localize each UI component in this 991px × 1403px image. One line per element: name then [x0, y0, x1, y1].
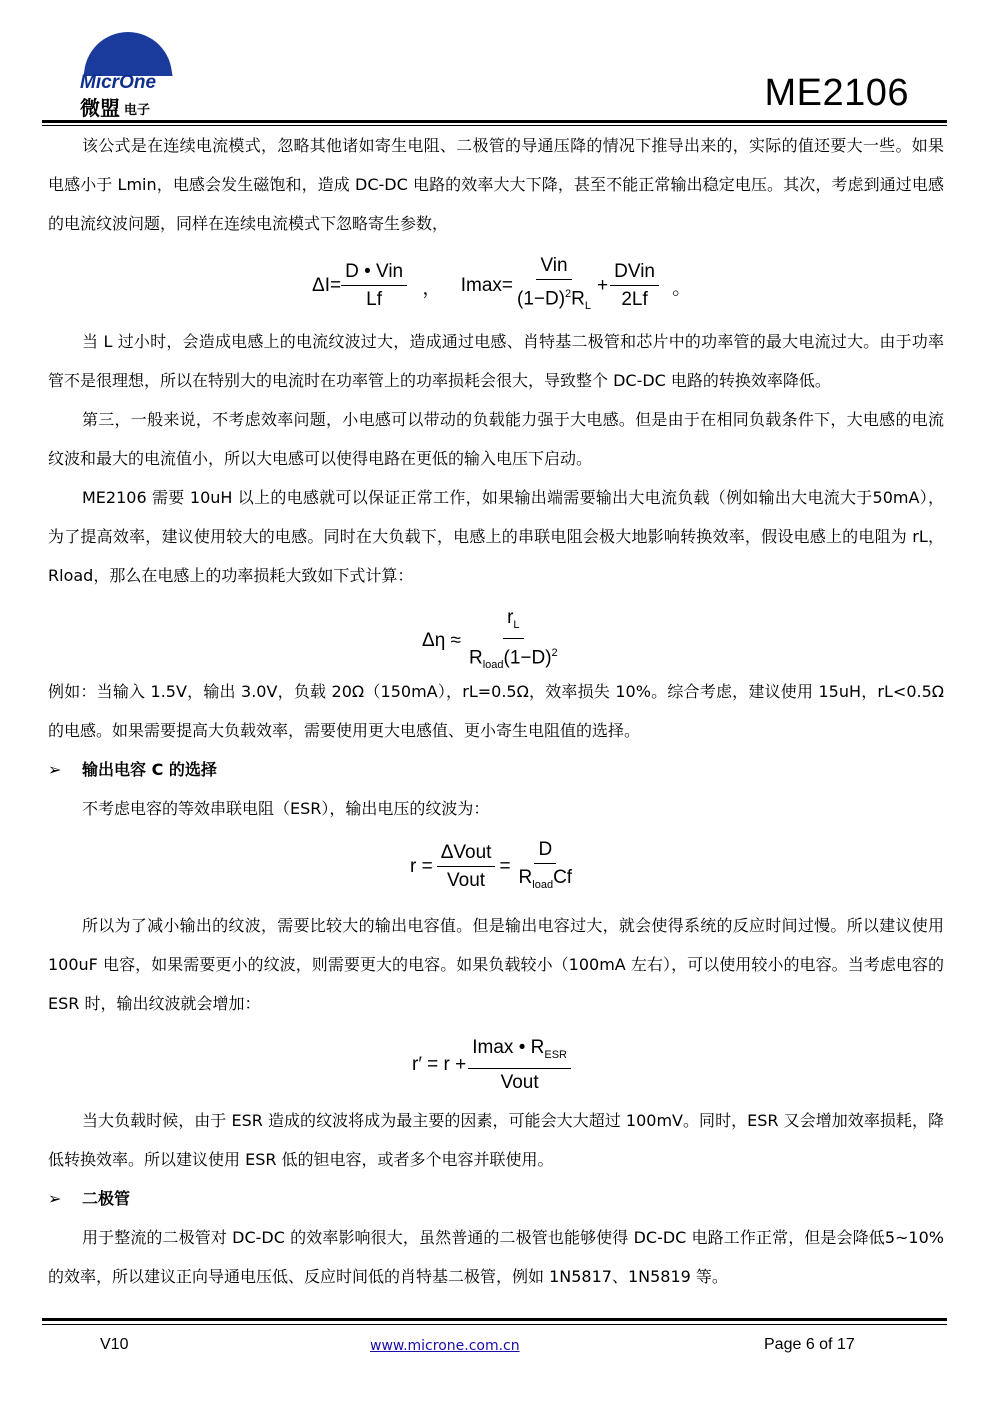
fraction-numerator: D	[534, 838, 556, 864]
formula-lhs: ΔI=	[312, 275, 342, 297]
fraction-numerator	[468, 1036, 571, 1069]
formula-end-mark: 。	[672, 277, 692, 299]
subscript: load	[532, 878, 554, 891]
footer-rule-thick	[42, 1318, 947, 1321]
den-part: (1−D)	[517, 288, 566, 310]
fraction-numerator: D • Vin	[341, 260, 407, 286]
den-part: R	[571, 288, 585, 310]
fraction	[468, 1036, 571, 1095]
footer-version: V10	[100, 1336, 129, 1353]
formula-lhs-imax: Imax=	[460, 275, 513, 297]
fraction-denominator: Vout	[500, 1071, 539, 1093]
footer-page-number: Page 6 of 17	[764, 1336, 855, 1353]
formula-lhs: Δη ≈	[422, 630, 461, 652]
fraction	[610, 260, 659, 312]
paragraph-text: 所以为了减小输出的纹波，需要比较大的输出电容值。但是输出电容过大，就会使得系统的反应时间过慢。所以建议使用 100uF 电容，如果需要更小的纹波，则需要更大的电容。如果负载较小（100mA 左右），可以使用较小的电容。当考虑电容的 ESR 时，输出纹波就会增加：	[48, 916, 944, 1013]
exponent: 2	[551, 646, 558, 659]
formula-separator: ，	[422, 277, 442, 299]
fraction-denominator	[515, 864, 577, 897]
den-part: R	[518, 867, 533, 888]
logo-text-cn: 微盟	[80, 96, 120, 120]
num-part: r	[507, 607, 514, 628]
fraction-denominator: Vout	[447, 870, 486, 892]
formula-ripple-current	[312, 254, 691, 318]
den-part: Cf	[553, 867, 573, 888]
paragraph-text: 不考虑电容的等效串联电阻（ESR），输出电压的纹波为：	[82, 799, 490, 818]
arrow-bullet-icon: ➢	[48, 1189, 62, 1208]
paragraph-text: ME2106 需要 10uH 以上的电感就可以保证正常工作，如果输出端需要输出大电流负载（例如输出大电流大于50mA），为了提高效率，建议使用较大的电感。同时在大负载下，电感上的串联电阻会极大地影响转换效率，假设电感上的电阻为 rL，Rload，那么在电感上的功率损耗大致如下式计算：	[48, 488, 944, 585]
fraction	[513, 254, 595, 318]
fraction-numerator: ΔVout	[437, 841, 496, 867]
heading-text: 输出电容 C 的选择	[82, 760, 217, 779]
num-part: Imax • R	[472, 1037, 545, 1058]
fraction-denominator: 2Lf	[621, 289, 648, 311]
den-part: R	[468, 647, 483, 669]
fraction	[515, 838, 577, 897]
paragraph-text: 用于整流的二极管对 DC-DC 的效率影响很大，虽然普通的二极管也能够使得 DC-DC 电路工作正常，但是会降低5~10%的效率，所以建议正向导通电压低、反应时间低的肖特基二极管，例如 1N5817、1N5819 等。	[48, 1228, 944, 1286]
section-heading-diode	[48, 1187, 130, 1211]
formula-efficiency-loss	[422, 606, 562, 677]
paragraph-esr-effect	[48, 1101, 944, 1179]
fraction-numerator: Vin	[536, 254, 571, 280]
logo-text-en: MicrOne	[80, 72, 157, 93]
den-part: (1−D)	[503, 647, 552, 669]
paragraph-inductor-formula-intro	[48, 126, 944, 243]
paragraph-ripple-intro	[48, 789, 944, 828]
heading-text: 二极管	[82, 1189, 131, 1208]
document-title: ME2106	[764, 72, 909, 114]
formula-ripple-with-esr	[412, 1036, 571, 1095]
arrow-bullet-icon: ➢	[48, 760, 62, 779]
exponent: 2	[565, 288, 572, 300]
formula-lhs: r =	[410, 856, 433, 878]
fraction-numerator	[503, 606, 523, 639]
paragraph-text: 当 L 过小时，会造成电感上的电流纹波过大，造成通过电感、肖特基二极管和芯片中的功率管的最大电流过大。由于功率管不是很理想，所以在特别大的电流时在功率管上的功率损耗会很大，导致整个 DC-DC 电路的转换效率降低。	[48, 332, 944, 390]
formula-lhs: r′ = r +	[412, 1054, 467, 1076]
subscript: L	[584, 300, 592, 313]
footer-website-link[interactable]: www.microne.com.cn	[370, 1338, 520, 1354]
section-heading-output-capacitor	[48, 758, 217, 782]
paragraph-example	[48, 672, 944, 750]
fraction	[465, 606, 562, 677]
fraction-denominator	[513, 280, 595, 318]
paragraph-text: 例如：当输入 1.5V，输出 3.0V，负载 20Ω（150mA），rL=0.5Ω，效率损失 10%。综合考虑，建议使用 15uH，rL<0.5Ω 的电感。如果需要提高大负载效率，需要使用更大电感值、更小寄生电阻值的选择。	[48, 682, 944, 740]
paragraph-capacitor-choice	[48, 906, 944, 1023]
formula-output-ripple	[410, 838, 576, 897]
subscript: load	[482, 658, 504, 671]
subscript: L	[513, 618, 520, 631]
paragraph-text: 该公式是在连续电流模式，忽略其他诸如寄生电阻、二极管的导通压降的情况下推导出来的，实际的值还要大一些。如果电感小于 Lmin，电感会发生磁饱和，造成 DC-DC 电路的效率大大下降，甚至不能正常输出稳定电压。其次，考虑到通过电感的电流纹波问题，同样在连续电流模式下忽略寄生参数，	[48, 136, 944, 233]
microne-logo	[78, 28, 178, 118]
fraction	[437, 841, 496, 893]
fraction	[341, 260, 407, 312]
plus-sign: +	[597, 275, 609, 297]
paragraph-text: 当大负载时候，由于 ESR 造成的纹波将成为最主要的因素，可能会大大超过 100mV。同时，ESR 又会增加效率损耗，降低转换效率。所以建议使用 ESR 低的钽电容，或者多个电容并联使用。	[48, 1111, 944, 1169]
paragraph-text: 第三，一般来说，不考虑效率问题，小电感可以带动的负载能力强于大电感。但是由于在相同负载条件下，大电感的电流纹波和最大的电流值小，所以大电感可以使得电路在更低的输入电压下启动。	[48, 410, 944, 468]
fraction-numerator: DVin	[610, 260, 659, 286]
fraction-denominator: Lf	[366, 289, 383, 311]
footer-rule-thin	[42, 1324, 947, 1325]
header-rule-thick	[42, 120, 947, 123]
subscript: ESR	[544, 1048, 567, 1061]
logo-text-cn-small: 电子	[124, 103, 151, 118]
equals-sign: =	[499, 856, 511, 878]
paragraph-diode	[48, 1218, 944, 1296]
paragraph-block-inductor	[48, 322, 944, 595]
